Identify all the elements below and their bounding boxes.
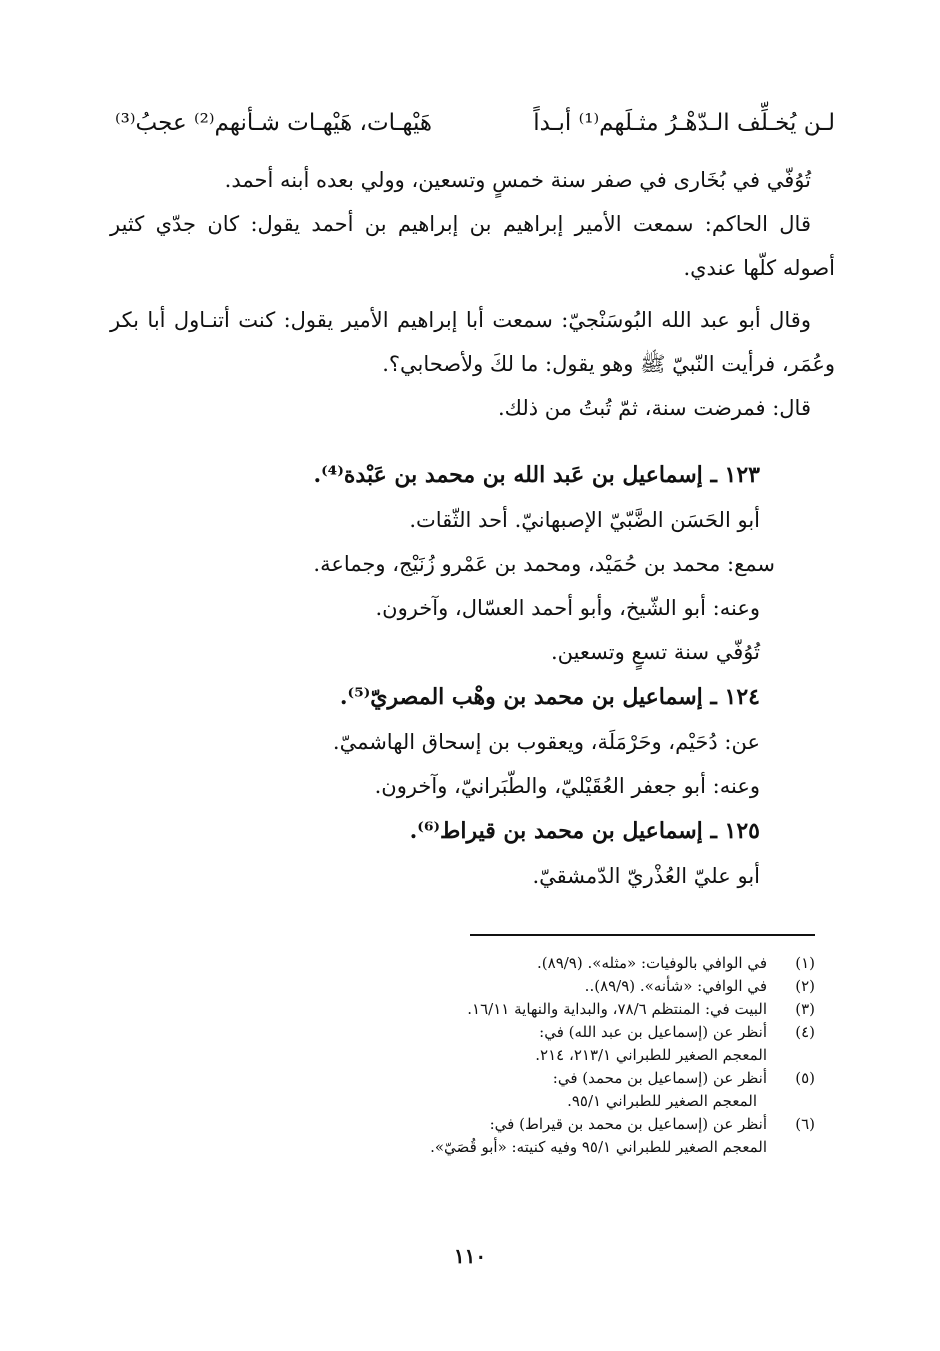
entry-heading: ١٢٥ ـ إسماعيل بن محمد بن قيراط⁽⁶⁾. [409,818,760,844]
paragraph-hakim-quote: قال الحاكم: سمعت الأمير إبراهيم بن إبراهيم بن أحمد يقول: كان جدّي كثير أصوله كلّها عندي. [110,212,835,280]
footnote-continuation: المعجم الصغير للطبراني ٢١٣/١، ٢١٤. [535,1046,767,1064]
footnote-item [195,998,815,1021]
entry-line: أبو الحَسَن الضَّبّيّ الإصبهانيّ. أحد الثّقات. [409,508,760,532]
footnote-number: (٢) [795,977,815,995]
footnote-item [195,1021,815,1044]
footnote-continuation: المعجم الصغير للطبراني ٩٥/١ وفيه كنيته: «أبو قُصَيّ». [430,1138,767,1156]
footnote-item [195,975,815,998]
entry-line: سمع: محمد بن حُمَيْد، ومحمد بن عَمْرو زُنَيْج، وجماعة. [313,552,775,576]
entry-line: وعنه: أبو جعفر العُقَيْليّ، والطّبَرانيّ، وآخرون. [374,774,760,798]
footnote-text: في الوافي بالوفيات: «مثله». (٨٩/٩). [537,954,767,972]
entry-line: أبو عليّ العُذْريّ الدّمشقيّ. [532,864,760,888]
biography-entry-125 [120,808,760,898]
footnotes [195,952,815,1159]
footnote-number: (٥) [795,1069,815,1087]
entry-line: وعنه: أبو الشّيخ، وأبو أحمد العسّال، وآخرون. [375,596,760,620]
footnote-continuation: المعجم الصغير للطبراني ٩٥/١. [567,1092,757,1110]
footnote-number: (٤) [795,1023,815,1041]
footnote-number: (٣) [795,1000,815,1018]
footnote-item [195,952,815,975]
biography-entry-124 [120,674,760,808]
footnote-number: (١) [795,954,815,972]
footnote-text: في الوافي: «شأنه». (٨٩/٩).. [584,977,767,995]
footnote-item [195,1113,815,1136]
footnote-item [195,1067,815,1090]
entry-line: تُوُفّي سنة تسعٍ وتسعين. [550,640,760,664]
footnote-text: أنظر عن (إسماعيل بن عبد الله) في: [539,1023,767,1041]
paragraph-death-note: تُوُفّي في بُخَارى في صفر سنة خمسٍ وتسعين، وولي بعده أبنه أحمد. [224,168,811,192]
verse-second-hemistich: هَيْهـات، هَيْهـات شـأنهم⁽²⁾ عجبُ⁽³⁾ [115,110,433,136]
paragraph-busanji-quote: وقال أبو عبد الله البُوسَنْجيّ: سمعت أبا إبراهيم الأمير يقول: كنت أتنـاول أبا بكر وعُمَر، فرأيت النّبيّ ﷺ وهو يقول: ما لكَ ولأصحابي؟. [110,308,835,376]
entry-heading: ١٢٣ ـ إسماعيل بن عَبد الله بن محمد بن عَبْدة⁽⁴⁾. [313,462,760,488]
biography-entry-123 [120,452,775,674]
footnote-text: أنظر عن (إسماعيل بن محمد بن قيراط) في: [489,1115,767,1133]
paragraph-repentance: قال: فمرضت سنة، ثمّ تُبتُ من ذلك. [498,396,811,420]
footnote-number: (٦) [795,1115,815,1133]
entry-line: عن: دُحَيْم، وحَرْمَلَة، ويعقوب بن إسحاق الهاشميّ. [332,730,760,754]
entry-heading: ١٢٤ ـ إسماعيل بن محمد بن وهْب المصريّ⁽⁵⁾. [339,684,760,710]
verse-first-hemistich: لـن يُخـلِّف الـدّهْـرُ مثـلَهم⁽¹⁾ أبـداً [533,110,835,136]
footnote-text: البيت في: المنتظم ٧٨/٦، والبداية والنهاية ١٦/١١. [467,1000,767,1018]
footnote-text: أنظر عن (إسماعيل بن محمد) في: [552,1069,767,1087]
poem-verse [115,98,835,148]
main-text [110,158,835,430]
footnote-divider [470,934,815,936]
page-number: ١١٠ [453,1244,487,1268]
